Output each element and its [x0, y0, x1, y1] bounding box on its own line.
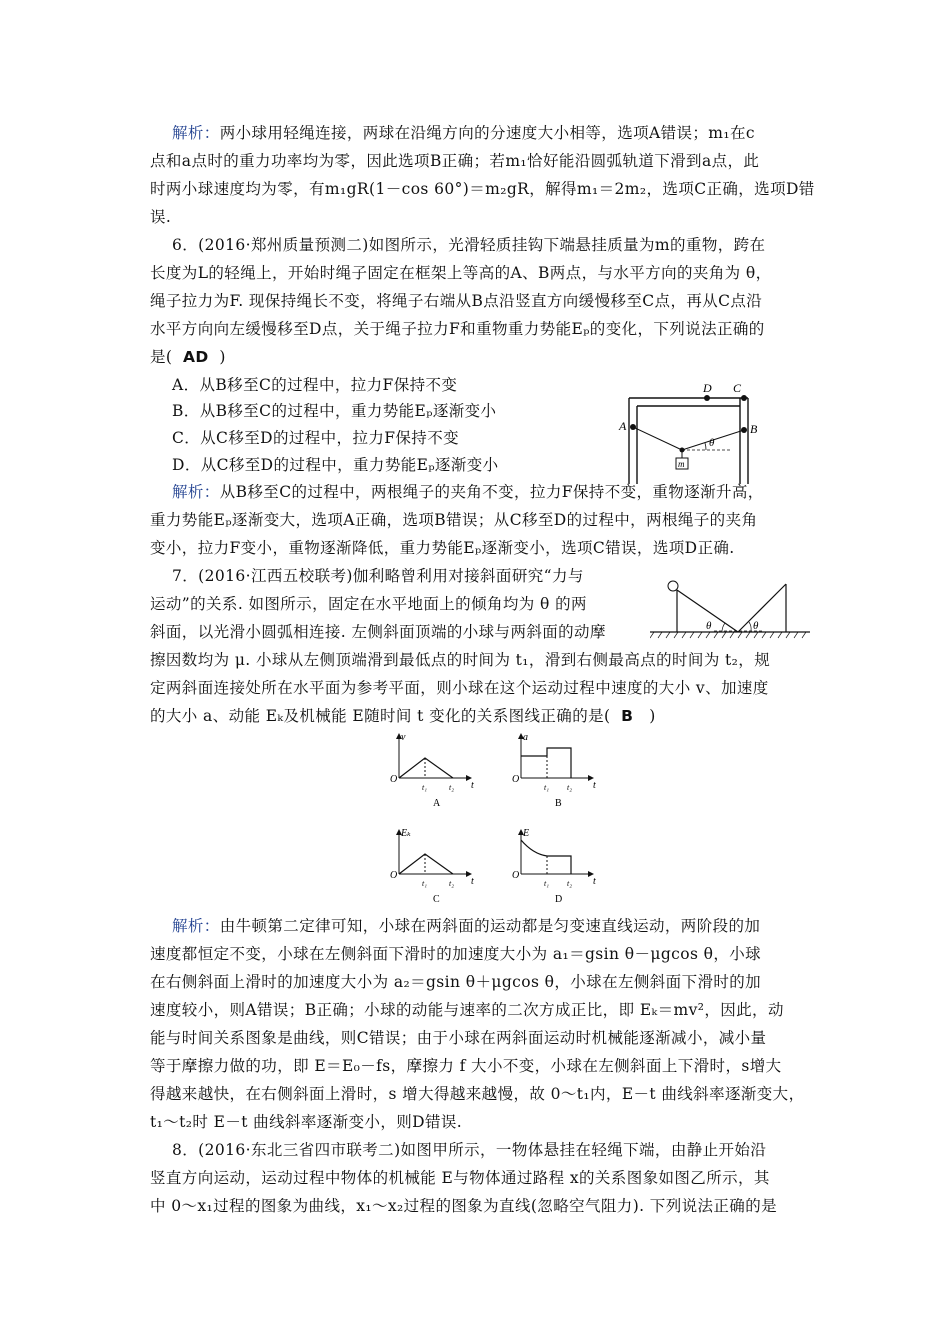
q6-option-d: D．从C移至D的过程中，重力势能Eₚ逐渐变小: [172, 456, 499, 474]
point-b-dot: [741, 427, 747, 433]
q7-analysis-line-8: t₁～t₂时 E－t 曲线斜率逐渐变小，则D错误.: [150, 1113, 463, 1131]
q7-analysis-label: 解析：: [172, 917, 220, 935]
q6-option-c: C．从C移至D的过程中，拉力F保持不变: [172, 429, 460, 447]
graph-b-t2: t₂: [567, 783, 573, 792]
graph-c-xlabel: t: [471, 876, 474, 887]
q5-analysis-line-2: 点和a点时的重力功率均为零，因此选项B正确；若m₁恰好能沿圆弧轨道下滑到a点，此: [150, 152, 760, 170]
graph-d: [521, 830, 593, 874]
q6-analysis-line-3: 变小，拉力F变小，重物逐渐降低，重力势能Eₚ逐渐变小，选项C错误，选项D正确.: [150, 539, 735, 557]
q7-analysis-line-6: 等于摩擦力做的功，即 E＝E₀－fs，摩擦力 f 大小不变，小球在左侧斜面上下滑时，s增大: [150, 1057, 782, 1075]
q6-analysis-line-1: 解析：从B移至C的过程中，两根绳子的夹角不变，拉力F保持不变，重物逐渐升高，: [172, 483, 764, 501]
q6-analysis-line-2: 重力势能Eₚ逐渐变大，选项A正确，选项B错误；从C移至D的过程中，两根绳子的夹角: [150, 511, 758, 529]
graph-b-ylabel: a: [523, 732, 528, 743]
q8-stem-line-1: 8．(2016·东北三省四市联考二)如图甲所示，一物体悬挂在轻绳下端，由静止开始沿: [172, 1141, 767, 1159]
incline-theta-left: θ: [706, 620, 712, 632]
q5-analysis-line-4: 误.: [150, 208, 172, 226]
graph-a-t1: t₁: [422, 783, 428, 792]
q7-analysis-line-5: 能与时间关系图象是曲线，则C错误；由于小球在两斜面运动时机械能逐渐减小，减小量: [150, 1029, 767, 1047]
q7-analysis-line-4: 速度较小，则A错误；B正确；小球的动能与速率的二次方成正比，即 Eₖ＝mv²，因此，动: [150, 1001, 784, 1019]
graph-c-caption: C: [433, 894, 440, 905]
q7-stem-line-3: 斜面，以光滑小圆弧相连接. 左侧斜面顶端的小球与两斜面的动摩: [150, 623, 606, 641]
q6-analysis-label: 解析：: [172, 483, 220, 501]
graph-c-ylabel: Eₖ: [401, 828, 411, 839]
label-d: D: [703, 381, 712, 395]
graph-a-xlabel: t: [471, 780, 474, 791]
q7-answer-line: 的大小 a、动能 Eₖ及机械能 E随时间 t 变化的关系图线正确的是( B ): [150, 707, 656, 725]
q6-answer: AD: [183, 348, 209, 366]
graph-b-origin: O: [512, 774, 520, 785]
q7-analysis-line-7: 得越来越快，在右侧斜面上滑时，s 增大得越来越慢，故 0～t₁内，E－t 曲线斜率逐渐变大，: [150, 1085, 805, 1103]
q6-stem-line-1: 6．(2016·郑州质量预测二)如图所示，光滑轻质挂钩下端悬挂质量为m的重物，跨在: [172, 236, 766, 254]
q7-stem-line-1: 7．(2016·江西五校联考)伽利略曾利用对接斜面研究“力与: [172, 567, 584, 585]
graph-d-t2: t₂: [567, 879, 573, 888]
q6-stem-line-2: 长度为L的轻绳上，开始时绳子固定在框架上等高的A、B两点，与水平方向的夹角为 θ，: [150, 264, 772, 282]
point-c-dot: [741, 395, 747, 401]
graph-c-t2: t₂: [449, 879, 455, 888]
graph-a-t2: t₂: [449, 783, 455, 792]
q6-frame-figure: [610, 378, 760, 486]
q6-stem-line-4: 水平方向向左缓慢移至D点，关于绳子拉力F和重物重力势能Eₚ的变化，下列说法正确的: [150, 320, 765, 338]
label-c: C: [733, 381, 742, 395]
q7-analysis-line-3: 在右侧斜面上滑时的加速度大小为 a₂＝gsin θ＋μgcos θ，小球在左侧斜面下滑时的加: [150, 973, 762, 991]
graph-d-xlabel: t: [593, 876, 596, 887]
point-a-dot: [630, 424, 636, 430]
q6-option-b: B．从B移至C的过程中，重力势能Eₚ逐渐变小: [172, 402, 497, 420]
graph-b-t1: t₁: [544, 783, 550, 792]
graph-a-caption: A: [433, 798, 441, 809]
q7-analysis-line-2: 速度都恒定不变，小球在左侧斜面下滑时的加速度大小为 a₁＝gsin θ－μgcos θ，小球: [150, 945, 762, 963]
graph-d-t1: t₁: [544, 879, 550, 888]
q5-analysis-line-1: 解析：两小球用轻绳连接，两球在沿绳方向的分速度大小相等，选项A错误；m₁在c: [172, 124, 755, 142]
q7-analysis-line-1: 解析：由牛顿第二定律可知，小球在两斜面的运动都是匀变速直线运动，两阶段的加: [172, 917, 761, 935]
graph-a-origin: O: [390, 774, 398, 785]
graph-a: [399, 734, 471, 778]
q5-analysis-label: 解析：: [172, 124, 220, 142]
q5-analysis-line-3: 时两小球速度均为零，有m₁gR(1－cos 60°)＝m₂gR，解得m₁＝2m₂，选项C正确，选项D错: [150, 180, 815, 198]
label-theta: θ: [709, 437, 715, 449]
q6-answer-line: 是( AD ): [150, 348, 226, 366]
q7-answer: B: [621, 707, 634, 725]
label-a: A: [619, 419, 627, 433]
graph-d-ylabel: E: [523, 828, 530, 839]
q7-stem-line-5: 定两斜面连接处所在水平面为参考平面，则小球在这个运动过程中速度的大小 v、加速度: [150, 679, 769, 697]
q6-option-a: A．从B移至C的过程中，拉力F保持不变: [172, 376, 458, 394]
point-d-dot: [704, 395, 710, 401]
graph-c-t1: t₁: [422, 879, 428, 888]
q8-stem-line-2: 竖直方向运动，运动过程中物体的机械能 E与物体通过路程 x的关系图象如图乙所示，其: [150, 1169, 770, 1187]
graph-d-caption: D: [555, 894, 563, 905]
q7-graphs-figure: [385, 730, 600, 910]
graph-b-xlabel: t: [593, 780, 596, 791]
incline-theta-right: θ: [753, 620, 759, 632]
graph-c-origin: O: [390, 870, 398, 881]
q7-stem-line-2: 运动”的关系. 如图所示，固定在水平地面上的倾角均为 θ 的两: [150, 595, 587, 613]
graph-b: [521, 734, 593, 778]
graph-d-origin: O: [512, 870, 520, 881]
q7-incline-figure: [650, 570, 810, 644]
graph-b-caption: B: [555, 798, 562, 809]
hook-dot: [680, 448, 685, 453]
q7-stem-line-4: 擦因数均为 μ. 小球从左侧顶端滑到最低点的时间为 t₁，滑到右侧最高点的时间为 t₂，规: [150, 651, 771, 669]
label-mass: m: [678, 459, 685, 469]
q8-stem-line-3: 中 0～x₁过程的图象为曲线，x₁～x₂过程的图象为直线(忽略空气阻力). 下列说法正确的是: [150, 1197, 778, 1215]
graph-a-ylabel: v: [401, 732, 406, 743]
q6-stem-line-3: 绳子拉力为F. 现保持绳长不变，将绳子右端从B点沿竖直方向缓慢移至C点，再从C点沿: [150, 292, 763, 310]
label-b: B: [750, 422, 758, 436]
